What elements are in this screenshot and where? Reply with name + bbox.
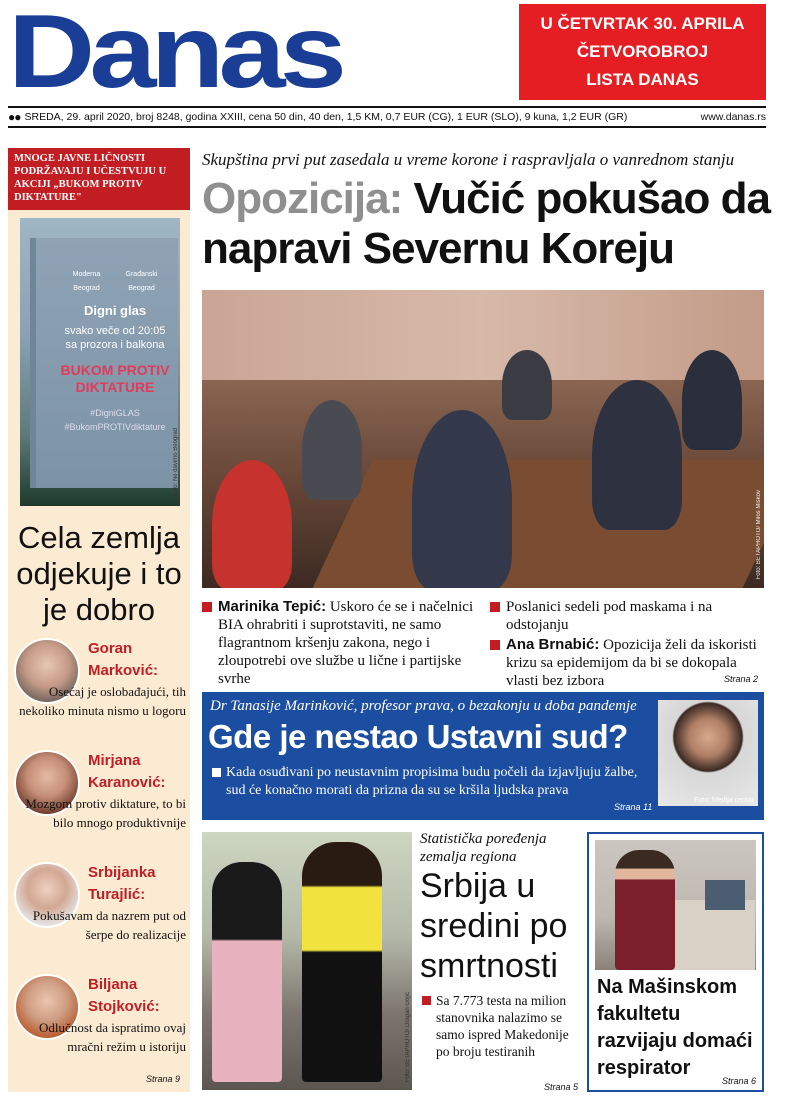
photo-person xyxy=(302,842,382,1082)
interview-kicker: Dr Tanasije Marinković, profesor prava, o bezakonju u doba pandemje xyxy=(210,698,637,714)
quote-text: Mozgom protiv diktature, to bi bilo mnogo produktivnije xyxy=(25,796,186,830)
respirator-box[interactable] xyxy=(587,832,764,1092)
projection-top-right: Građanski Beograd xyxy=(125,271,158,292)
quote-name: Biljana Stojković: xyxy=(88,976,160,1015)
projection-sub1: svako veče od 20:05 xyxy=(64,325,166,337)
sidebar-header: MNOGE JAVNE LIČNOSTI PODRŽAVAJU I UČESTVUJU U AKCIJI „BUKOM PROTIV DIKTATURE" xyxy=(8,148,190,210)
bullet-text: Opozicija želi da iskoristi krizu sa epidemijom da bi se dokopala vlasti bez izbora xyxy=(506,637,757,689)
photo-person xyxy=(502,350,552,420)
quote-item[interactable] xyxy=(8,750,190,862)
interview-title: Gde je nestao Ustavni sud? xyxy=(208,718,628,755)
parliament-photo[interactable] xyxy=(202,290,764,588)
projection-top-left: Moderna Beograd xyxy=(72,271,101,292)
main-kicker: Skupština prvi put zasedala u vreme korone i raspravljala o vanrednom stanju xyxy=(202,150,735,169)
bullet-item[interactable] xyxy=(490,598,768,634)
projection-sub2: sa prozora i balkona xyxy=(65,339,165,351)
photo-person xyxy=(412,410,512,588)
stats-text: Sa 7.773 testa na milion stanovnika nalazimo se samo ispred Makedonije po broju testiranih xyxy=(422,992,580,1060)
photo-credit: Foto: Ne davimo Beograd xyxy=(173,427,179,496)
lab-photo xyxy=(595,840,756,970)
quote-text: Osećaj je oslobađajući, tih nekoliko minuta nismo u logoru xyxy=(19,684,186,718)
page-reference[interactable]: Strana 11 xyxy=(614,802,653,812)
issue-info: SREDA, 29. april 2020, broj 8248, godina XXIII, cena 50 din, 40 den, 1,5 KM, 0,7 EUR (CG), 1 EUR (SLO), 9 kuna, 1,2 EUR (GR) xyxy=(24,111,628,123)
respirator-title: Na Mašinskom fakultetu razvijaju domaći respirator xyxy=(597,976,753,1079)
quote-name: Srbijanka Turajlić: xyxy=(88,864,156,903)
page-reference[interactable]: Strana 9 xyxy=(145,1074,180,1084)
quote-item[interactable] xyxy=(8,974,190,1086)
stats-kicker: Statistička poređenja zemalja regiona xyxy=(420,831,547,865)
photo-person xyxy=(615,850,675,970)
website-link[interactable]: www.danas.rs xyxy=(700,111,766,123)
quote-name: Goran Marković: xyxy=(88,640,159,679)
projection-text xyxy=(60,268,170,434)
page-reference[interactable]: Strana 6 xyxy=(721,1076,756,1086)
portrait-photo xyxy=(658,700,758,806)
photo-person xyxy=(212,862,282,1082)
headline-grey: Opozicija: xyxy=(202,174,403,223)
quotes-list xyxy=(8,638,190,1086)
interview-box[interactable] xyxy=(202,692,764,820)
quote-name: Mirjana Karanović: xyxy=(88,752,166,791)
photo-credit: Foto: BETAPHOTO/ Dragan Gojić xyxy=(405,991,411,1082)
promo-line: ČETVOROBROJ xyxy=(576,42,709,61)
info-bar xyxy=(8,106,766,128)
interview-text: Kada osuđivani po neustavnim propisima budu počeli da izjavljuju žalbe, sud će konačno morati da prizna da su se kršila ljudska prava xyxy=(212,764,652,800)
bullet-item[interactable] xyxy=(202,598,480,688)
projection-tags: #DigniGLAS #BukomPROTIVdiktature xyxy=(64,408,166,432)
quote-text: Odlučnost da ispratimo ovaj mračni režim u istoriju xyxy=(39,1020,186,1054)
photo-person xyxy=(682,350,742,450)
bullet-name: Ana Brnabić: xyxy=(506,636,600,653)
photo-device xyxy=(705,880,745,910)
sidebar xyxy=(8,148,190,1092)
photo-desk xyxy=(312,460,764,588)
photo-wall xyxy=(202,290,764,380)
masthead xyxy=(8,0,508,110)
photo-person xyxy=(212,460,292,588)
bullet-dots-icon: ●● xyxy=(8,110,21,124)
page-reference[interactable]: Strana 2 xyxy=(724,674,759,684)
photo-credit: Foto: BETAPHOTO/ Milos Miskov xyxy=(756,490,762,580)
photo-credit: Foto: Medija centar xyxy=(694,797,754,804)
quote-text: Pokušavam da nazrem put od šerpe do realizacije xyxy=(32,908,186,942)
bullet-text: Uskoro će se i načelnici BIA ohrabriti i suprotstaviti, ne samo flagrantnom kršenju zakona, nego i zloupotrebi ove službe u lične i partijske svrhe xyxy=(218,599,474,687)
building-projection-photo[interactable] xyxy=(20,218,180,506)
photo-desk xyxy=(665,900,755,970)
promo-line: U ČETVRTAK 30. APRILA xyxy=(540,14,745,33)
promo-line: LISTA DANAS xyxy=(586,70,699,89)
bullet-name: Marinika Tepić: xyxy=(218,598,327,615)
main-headline[interactable] xyxy=(202,174,772,274)
headline-black: Vučić pokušao da napravi Severnu Koreju xyxy=(202,174,770,273)
quote-item[interactable] xyxy=(8,638,190,750)
bullets-left xyxy=(202,598,480,690)
bullet-text: Poslanici sedeli pod maskama i na odstojanju xyxy=(506,599,713,633)
page-reference[interactable]: Strana 5 xyxy=(544,1082,579,1092)
photo-person xyxy=(592,380,682,530)
street-photo[interactable] xyxy=(202,832,412,1090)
photo-person xyxy=(302,400,362,500)
stats-title[interactable]: Srbija u sredini po smrtnosti xyxy=(420,867,568,985)
newspaper-logo[interactable]: Danas xyxy=(8,0,342,110)
sidebar-title[interactable]: Cela zemlja odjekuje i to je dobro xyxy=(16,520,182,627)
projection-main: Digni glas xyxy=(83,303,147,318)
promo-box[interactable] xyxy=(519,4,766,100)
quote-item[interactable] xyxy=(8,862,190,974)
projection-red: BUKOM PROTIV DIKTATURE xyxy=(60,362,170,395)
